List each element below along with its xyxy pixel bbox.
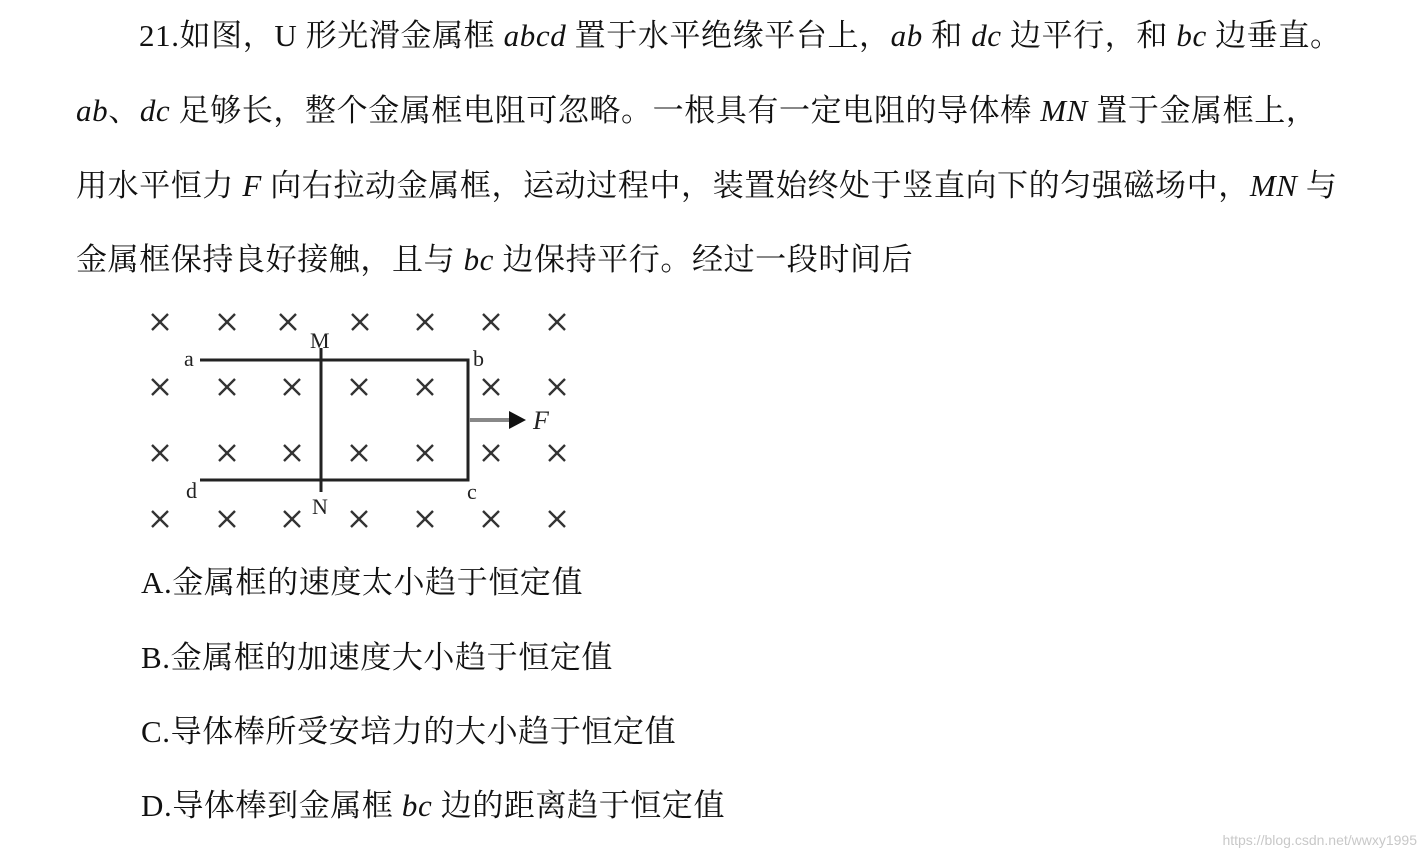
question-text: 、 bbox=[108, 93, 140, 128]
field-cross bbox=[152, 314, 168, 330]
field-cross bbox=[219, 314, 235, 330]
rod-mn: MN bbox=[1249, 168, 1298, 203]
option-d[interactable] bbox=[141, 786, 725, 826]
field-cross bbox=[284, 379, 300, 395]
question-line-4 bbox=[76, 240, 913, 280]
question-text: 边平行，和 bbox=[1001, 18, 1177, 53]
field-cross bbox=[549, 314, 565, 330]
field-cross bbox=[549, 511, 565, 527]
field-cross bbox=[352, 314, 368, 330]
side-dc: dc bbox=[139, 93, 171, 128]
question-line-2 bbox=[76, 91, 1317, 131]
field-cross bbox=[417, 511, 433, 527]
field-cross bbox=[280, 314, 296, 330]
question-line-1 bbox=[139, 16, 1342, 56]
field-cross bbox=[152, 511, 168, 527]
question-text: 用水平恒力 bbox=[76, 168, 243, 203]
question-text: 金属框保持良好接触，且与 bbox=[76, 242, 464, 277]
field-cross bbox=[549, 379, 565, 395]
field-cross bbox=[351, 445, 367, 461]
field-cross bbox=[483, 445, 499, 461]
label-force: F bbox=[533, 406, 549, 435]
label-c: c bbox=[467, 479, 477, 504]
question-text: 置于水平绝缘平台上， bbox=[566, 18, 891, 53]
question-text: 向右拉动金属框，运动过程中，装置始终处于竖直向下的匀强磁场中， bbox=[261, 168, 1250, 203]
label-b: b bbox=[473, 346, 484, 371]
field-cross bbox=[417, 379, 433, 395]
field-cross bbox=[417, 314, 433, 330]
side-dc: dc bbox=[971, 18, 1002, 53]
field-cross bbox=[351, 379, 367, 395]
force-f: F bbox=[242, 168, 262, 203]
option-c[interactable]: C.导体棒所受安培力的大小趋于恒定值 bbox=[141, 714, 677, 749]
field-cross bbox=[284, 445, 300, 461]
question-text: 边垂直。 bbox=[1206, 18, 1342, 53]
label-n: N bbox=[312, 494, 328, 519]
side-bc: bc bbox=[1176, 18, 1207, 53]
field-cross bbox=[219, 511, 235, 527]
question-text: 21.如图，U 形光滑金属框 bbox=[139, 18, 504, 53]
rod-mn: MN bbox=[1040, 93, 1088, 128]
question-text: 与 bbox=[1297, 168, 1338, 203]
side-bc: bc bbox=[401, 788, 433, 823]
metal-frame bbox=[200, 360, 468, 480]
option-b[interactable]: B.金属框的加速度大小趋于恒定值 bbox=[141, 640, 614, 675]
field-cross bbox=[152, 445, 168, 461]
field-cross bbox=[483, 511, 499, 527]
field-cross bbox=[284, 511, 300, 527]
circuit-diagram bbox=[140, 300, 580, 540]
watermark: https://blog.csdn.net/wwxy1995 bbox=[1222, 832, 1417, 848]
side-ab: ab bbox=[890, 18, 923, 53]
force-arrow-head bbox=[509, 411, 526, 429]
field-cross bbox=[483, 379, 499, 395]
option-a[interactable]: A.金属框的速度太小趋于恒定值 bbox=[141, 565, 584, 600]
question-text: 足够长，整个金属框电阻可忽略。一根具有一定电阻的导体棒 bbox=[170, 93, 1041, 128]
field-cross bbox=[219, 445, 235, 461]
question-line-3 bbox=[76, 166, 1338, 206]
field-cross bbox=[417, 445, 433, 461]
question-text: 置于金属框上， bbox=[1087, 93, 1318, 128]
field-cross bbox=[219, 379, 235, 395]
label-d: d bbox=[186, 478, 197, 503]
field-cross bbox=[351, 511, 367, 527]
question-text: 和 bbox=[922, 18, 972, 53]
option-text: 边的距离趋于恒定值 bbox=[432, 788, 726, 823]
side-ab: ab bbox=[76, 93, 109, 128]
field-cross bbox=[152, 379, 168, 395]
label-m: M bbox=[310, 328, 330, 353]
frame-name-abcd: abcd bbox=[503, 18, 567, 53]
side-bc: bc bbox=[463, 242, 495, 277]
field-cross bbox=[549, 445, 565, 461]
label-a: a bbox=[184, 346, 194, 371]
option-text: D.导体棒到金属框 bbox=[141, 788, 402, 823]
field-cross bbox=[483, 314, 499, 330]
question-text: 边保持平行。经过一段时间后 bbox=[494, 242, 914, 277]
